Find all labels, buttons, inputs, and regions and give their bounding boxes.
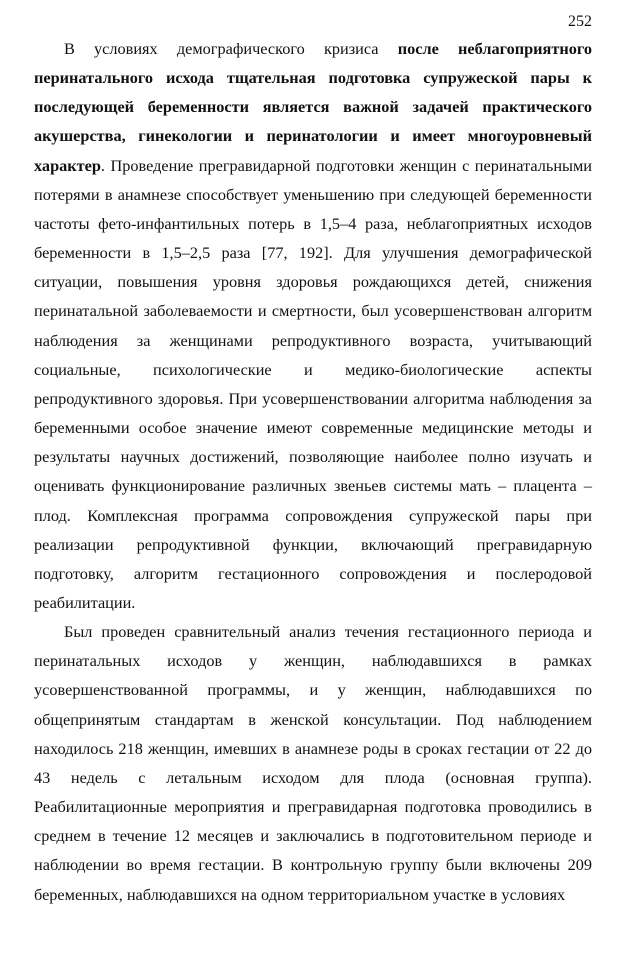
body-text: [34, 34, 592, 909]
paragraph-2: Был проведен сравнительный анализ течения гестационного периода и перинатальных исходов у женщин, наблюдавшихся в рамках усовершенствованной программы, и у женщин, наблюдавшихся по общепринятым стандартам в женской консультации. Под наблюдением находилось 218 женщин, имевших в анамнезе роды в сроках гестации от 22 до 43 недель с летальным исходом для плода (основная группа). Реабилитационные мероприятия и прегравидарная подготовка проводились в среднем в течение 12 месяцев и заключались в подготовительном периоде и наблюдении во время гестации. В контрольную группу были включены 209 беременных, наблюдавшихся на одном территориальном участке в условиях: [34, 622, 592, 904]
page-number: 252: [568, 13, 592, 30]
paragraph-1-rest: . Проведение прегравидарной подготовки женщин с перинатальными потерями в анамнезе способствует уменьшению при следующей беременности частоты фето-инфантильных потерь в 1,5–4 раза, неблагоприятных исходов беременности в 1,5–2,5 раза [77, 192]. Для улучшения демографической ситуации, повышения уровня здоровья рождающихся детей, снижения перинатальной заболеваемости и смертности, был усовершенствован алгоритм наблюдения за женщинами репродуктивного возраста, учитывающий социальные, психологические и медико-биологические аспекты репродуктивного здоровья. При усовершенствовании алгоритма наблюдения за беременными особое значение имеют современные медицинские методы и результаты научных достижений, позволяющие наиболее полно изучать и оценивать функционирование различных звеньев системы мать – плацента – плод. Комплексная программа сопровождения супружеской пары при реализации репродуктивной функции, включающий прегравидарную подготовку, алгоритм гестационного сопровождения и послеродовой реабилитации.: [34, 155, 592, 612]
paragraph-1-lead: В условиях демографического кризиса: [64, 39, 398, 58]
paragraph-1-bold: после неблагоприятного перинатального исхода тщательная подготовка супружеской пары к последующей беременности является важной задачей практического акушерства, гинекологии и перинатологии и имеет многоуровневый характер: [34, 39, 592, 175]
paragraph-1: [34, 34, 592, 617]
